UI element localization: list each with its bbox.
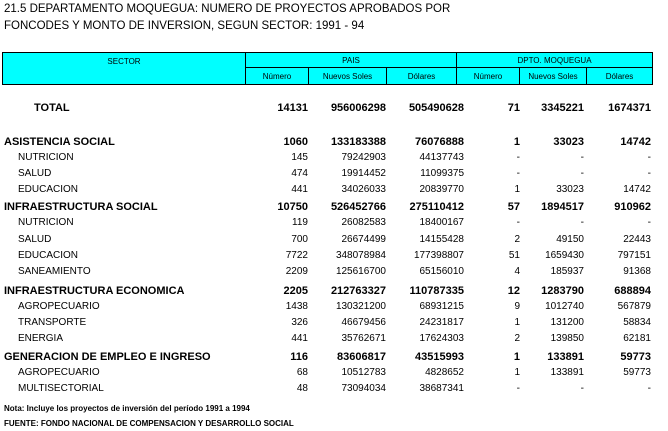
row-value: 91368 bbox=[623, 266, 651, 277]
row-value: 700 bbox=[291, 234, 308, 245]
row-label: NUTRICION bbox=[18, 152, 74, 163]
table-note: Nota: Incluye los proyectos de inversión del período 1991 a 1994 bbox=[4, 404, 250, 413]
row-value: - bbox=[580, 217, 584, 228]
row-label: SALUD bbox=[18, 234, 52, 245]
row-value: 49150 bbox=[556, 234, 584, 245]
row-value: 348078984 bbox=[335, 250, 386, 261]
row-value: 1 bbox=[513, 136, 520, 148]
header-pais-nuevos-soles: Nuevos Soles bbox=[308, 67, 387, 85]
row-value: 119 bbox=[292, 217, 308, 228]
row-value: 505490628 bbox=[408, 102, 464, 114]
row-value: - bbox=[516, 168, 520, 179]
row-value: 133183388 bbox=[330, 136, 386, 148]
row-value: 79242903 bbox=[341, 152, 386, 163]
row-value: 10512783 bbox=[341, 367, 386, 378]
row-value: 133891 bbox=[550, 367, 584, 378]
row-value: - bbox=[647, 168, 651, 179]
row-value: 73094034 bbox=[341, 383, 386, 394]
row-value: 275110412 bbox=[409, 201, 464, 213]
row-value: 4 bbox=[514, 266, 520, 277]
row-value: 474 bbox=[291, 168, 308, 179]
row-value: 51 bbox=[508, 250, 520, 261]
row-value: - bbox=[516, 217, 520, 228]
row-value: 441 bbox=[291, 333, 308, 344]
row-value: 62181 bbox=[623, 333, 651, 344]
row-label: SALUD bbox=[18, 168, 52, 179]
row-value: 58834 bbox=[623, 317, 651, 328]
table-row bbox=[0, 182, 668, 198]
row-value: 10750 bbox=[277, 201, 308, 213]
row-value: 688894 bbox=[614, 285, 651, 297]
table-row bbox=[0, 232, 668, 248]
table-row bbox=[0, 349, 668, 365]
row-value: 17624303 bbox=[419, 333, 464, 344]
row-value: 110787335 bbox=[409, 285, 464, 297]
header-pais: PAIS bbox=[245, 52, 457, 68]
table-row bbox=[0, 199, 668, 215]
row-value: 43515993 bbox=[415, 351, 464, 363]
row-value: 1 bbox=[514, 367, 520, 378]
row-value: 3345221 bbox=[541, 102, 584, 114]
row-value: 20839770 bbox=[419, 184, 464, 195]
row-label: GENERACION DE EMPLEO E INGRESO bbox=[4, 351, 211, 363]
row-value: 48 bbox=[296, 383, 308, 394]
row-value: 125616700 bbox=[335, 266, 386, 277]
row-value: 34026033 bbox=[341, 184, 386, 195]
row-value: 131200 bbox=[550, 317, 584, 328]
row-value: 133891 bbox=[547, 351, 584, 363]
row-label: SANEAMIENTO bbox=[18, 266, 91, 277]
row-value: 1283790 bbox=[541, 285, 584, 297]
row-value: 35762671 bbox=[341, 333, 386, 344]
row-value: 57 bbox=[507, 201, 520, 213]
row-value: - bbox=[580, 168, 584, 179]
row-value: 26674499 bbox=[341, 234, 386, 245]
row-label: INFRAESTRUCTURA SOCIAL bbox=[4, 201, 158, 213]
row-value: - bbox=[647, 383, 651, 394]
table-row bbox=[0, 331, 668, 347]
table-row bbox=[0, 299, 668, 315]
row-value: 71 bbox=[507, 102, 520, 114]
row-value: 1894517 bbox=[541, 201, 584, 213]
row-value: 14742 bbox=[620, 136, 651, 148]
row-value: 1060 bbox=[283, 136, 308, 148]
row-value: 441 bbox=[291, 184, 308, 195]
table-row bbox=[0, 264, 668, 280]
header-dpto-numero: Número bbox=[456, 67, 520, 85]
row-value: 14131 bbox=[277, 102, 308, 114]
table-title-line-2: FONCODES Y MONTO DE INVERSION, SEGUN SECTOR: 1991 - 94 bbox=[4, 20, 365, 32]
row-value: - bbox=[647, 217, 651, 228]
row-value: 59773 bbox=[623, 367, 651, 378]
row-label: EDUCACION bbox=[18, 250, 79, 261]
row-value: 9 bbox=[514, 301, 520, 312]
row-value: 116 bbox=[290, 351, 308, 363]
row-value: 38687341 bbox=[419, 383, 464, 394]
header-dpto-dolares: Dólares bbox=[586, 67, 653, 85]
table-row bbox=[0, 215, 668, 231]
table-row bbox=[0, 365, 668, 381]
table-row bbox=[0, 150, 668, 166]
row-value: 26082583 bbox=[341, 217, 386, 228]
row-value: 18400167 bbox=[419, 217, 464, 228]
row-value: 2 bbox=[514, 333, 520, 344]
row-value: 526452766 bbox=[330, 201, 386, 213]
row-label: TRANSPORTE bbox=[18, 317, 87, 328]
row-label: TOTAL bbox=[34, 102, 70, 114]
row-value: 2209 bbox=[285, 266, 308, 277]
row-value: 4828652 bbox=[425, 367, 464, 378]
row-value: - bbox=[580, 152, 584, 163]
row-value: 1659430 bbox=[545, 250, 584, 261]
row-value: 83606817 bbox=[337, 351, 386, 363]
header-dpto-moquegua: DPTO. MOQUEGUA bbox=[456, 52, 653, 68]
header-sector: SECTOR bbox=[2, 52, 246, 85]
table-row bbox=[0, 166, 668, 182]
row-value: 212763327 bbox=[330, 285, 386, 297]
header-dpto-nuevos-soles: Nuevos Soles bbox=[519, 67, 587, 85]
row-value: 1012740 bbox=[545, 301, 584, 312]
row-label: EDUCACION bbox=[18, 184, 79, 195]
row-value: 33023 bbox=[556, 184, 584, 195]
row-value: 7722 bbox=[285, 250, 308, 261]
row-value: 46679456 bbox=[341, 317, 386, 328]
row-label: NUTRICION bbox=[18, 217, 74, 228]
row-value: 76076888 bbox=[415, 136, 464, 148]
row-value: 177398807 bbox=[413, 250, 464, 261]
table-source: FUENTE: FONDO NACIONAL DE COMPENSACION Y DESARROLLO SOCIAL bbox=[4, 419, 294, 428]
row-value: 1674371 bbox=[608, 102, 651, 114]
row-value: 2 bbox=[514, 234, 520, 245]
table-row bbox=[0, 283, 668, 299]
row-value: 326 bbox=[291, 317, 308, 328]
row-label: MULTISECTORIAL bbox=[18, 383, 104, 394]
table-title-line-1: 21.5 DEPARTAMENTO MOQUEGUA: NUMERO DE PROYECTOS APROBADOS POR bbox=[4, 3, 451, 15]
row-value: 185937 bbox=[550, 266, 584, 277]
row-value: 12 bbox=[507, 285, 520, 297]
row-value: 130321200 bbox=[335, 301, 386, 312]
row-value: 797151 bbox=[617, 250, 651, 261]
row-value: 910962 bbox=[614, 201, 651, 213]
row-label: ENERGIA bbox=[18, 333, 64, 344]
row-value: 19914452 bbox=[341, 168, 386, 179]
row-value: - bbox=[516, 383, 520, 394]
row-value: 22443 bbox=[623, 234, 651, 245]
table-row bbox=[0, 315, 668, 331]
row-value: 145 bbox=[291, 152, 308, 163]
row-value: 11099375 bbox=[420, 168, 464, 179]
row-value: - bbox=[580, 383, 584, 394]
row-value: 68931215 bbox=[419, 301, 464, 312]
row-value: 2205 bbox=[283, 285, 308, 297]
row-label: INFRAESTRUCTURA ECONOMICA bbox=[4, 285, 185, 297]
table-row bbox=[0, 381, 668, 397]
row-label: AGROPECUARIO bbox=[18, 301, 100, 312]
row-value: 139850 bbox=[550, 333, 584, 344]
row-value: 65156010 bbox=[419, 266, 464, 277]
row-label: AGROPECUARIO bbox=[18, 367, 100, 378]
row-value: 68 bbox=[296, 367, 308, 378]
header-pais-dolares: Dólares bbox=[386, 67, 457, 85]
row-label: ASISTENCIA SOCIAL bbox=[4, 136, 115, 148]
row-value: 14742 bbox=[623, 184, 651, 195]
row-value: 567879 bbox=[617, 301, 651, 312]
row-value: 1 bbox=[514, 317, 520, 328]
row-value: 33023 bbox=[553, 136, 584, 148]
row-value: 1438 bbox=[285, 301, 308, 312]
row-value: - bbox=[647, 152, 651, 163]
row-value: 59773 bbox=[620, 351, 651, 363]
header-pais-numero: Número bbox=[245, 67, 309, 85]
table-row bbox=[0, 248, 668, 264]
row-value: - bbox=[516, 152, 520, 163]
row-value: 14155428 bbox=[419, 234, 464, 245]
table-row bbox=[0, 134, 668, 150]
row-value: 44137743 bbox=[419, 152, 464, 163]
table-row bbox=[0, 100, 668, 116]
row-value: 956006298 bbox=[330, 102, 386, 114]
row-value: 1 bbox=[513, 351, 520, 363]
row-value: 1 bbox=[514, 184, 520, 195]
row-value: 24231817 bbox=[419, 317, 464, 328]
